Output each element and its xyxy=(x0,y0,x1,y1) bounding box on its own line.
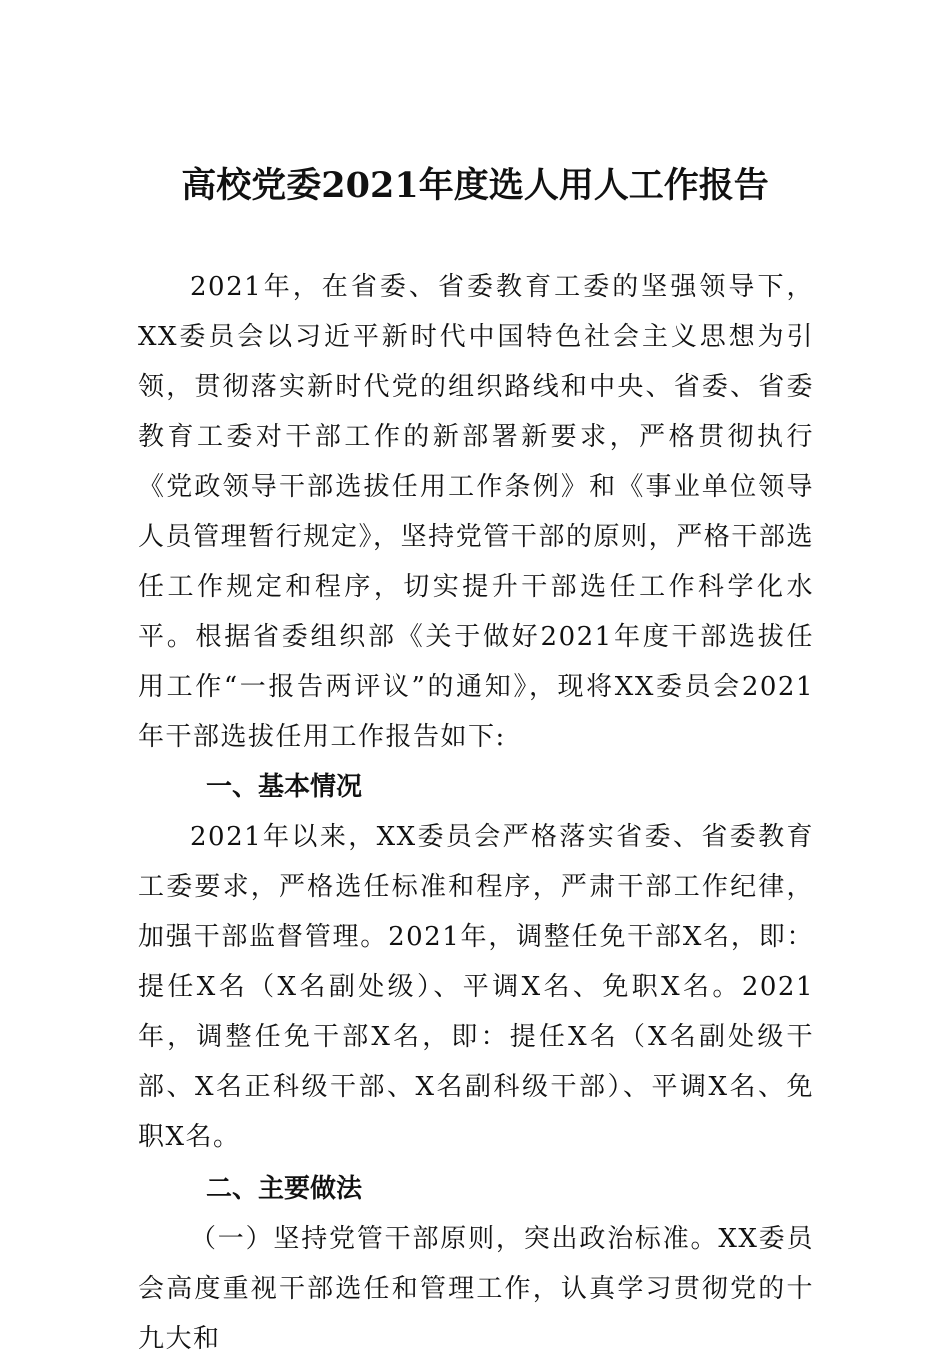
document-body xyxy=(138,262,814,1364)
intro-paragraph: 2021年，在省委、省委教育工委的坚强领导下，XX委员会以习近平新时代中国特色社会主义思想为引领，贯彻落实新时代党的组织路线和中央、省委、省委教育工委对干部工作的新部署新要求，严格贯彻执行《党政领导干部选拔任用工作条例》和《事业单位领导人员管理暂行规定》，坚持党管干部的原则，严格干部选任工作规定和程序，切实提升干部选任工作科学化水平。根据省委组织部《关于做好2021年度干部选拔任用工作“一报告两评议”的通知》，现将XX委员会2021年干部选拔任用工作报告如下: xyxy=(138,272,814,752)
main-practices-paragraph: （一）坚持党管干部原则，突出政治标准。XX委员会高度重视干部选任和管理工作，认真学习贯彻党的十九大和 xyxy=(138,1224,814,1354)
basic-situation-paragraph: 2021年以来，XX委员会严格落实省委、省委教育工委要求，严格选任标准和程序，严肃干部工作纪律，加强干部监督管理。2021年，调整任免干部X名，即：提任X名（X名副处级）、平调X名、免职X名。2021年，调整任免干部X名，即：提任X名（X名副处级干部、X名正科级干部、X名副科级干部）、平调X名、免职X名。 xyxy=(138,822,814,1152)
section-heading-basic-situation: 一、基本情况 xyxy=(206,772,363,802)
document-title: 高校党委2021年度选人用人工作报告 xyxy=(181,165,769,206)
section-heading-main-practices: 二、主要做法 xyxy=(206,1174,363,1204)
